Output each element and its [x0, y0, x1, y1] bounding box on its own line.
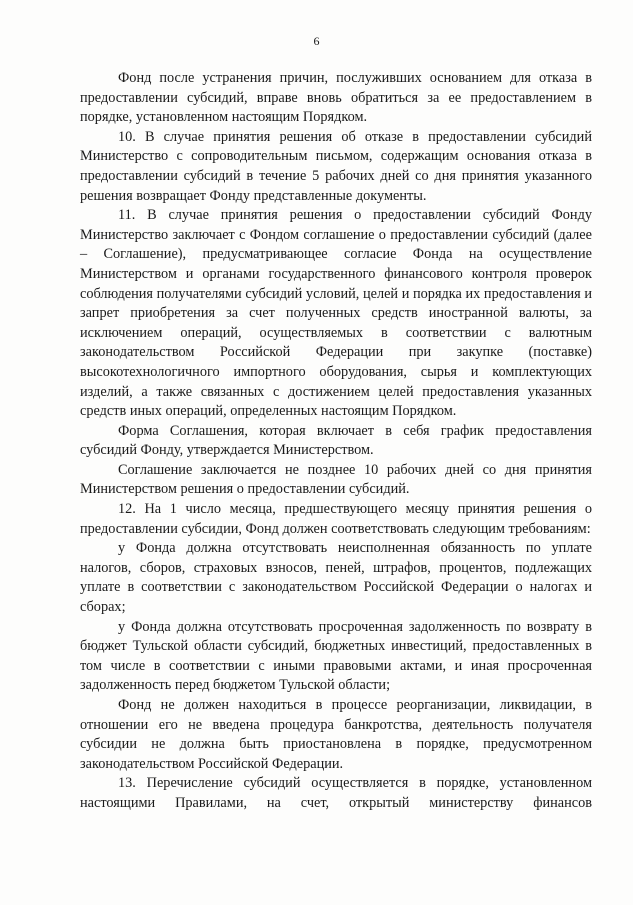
paragraph-requirement-taxes: у Фонда должна отсутствовать неисполненная обязанность по уплате налогов, сборов, страховых взносов, пеней, штрафов, процентов, подлежащих уплате в соответствии с законодательством Российской Федерации о налогах и сборах;	[80, 540, 592, 616]
paragraph-item-12: 12. На 1 число месяца, предшествующего месяцу принятия решения о предоставлении субсидии, Фонд должен соответствовать следующим требованиям:	[80, 501, 592, 537]
paragraph-item-13: 13. Перечисление субсидий осуществляется в порядке, установленном настоящими Правилами, на счет, открытый министерству финансов	[80, 775, 592, 811]
paragraph-reapply: Фонд после устранения причин, послуживших основанием для отказа в предоставлении субсидий, вправе вновь обратиться за ее предоставлением в порядке, установленном настоящим Порядком.	[80, 70, 592, 126]
paragraph-item-10: 10. В случае принятия решения об отказе в предоставлении субсидий Министерство с сопроводительным письмом, содержащим основания отказа в предоставлении субсидий в течение 5 рабочих дней со дня принятия указанного решения возвращает Фонду представленные документы.	[80, 128, 592, 204]
page-number: 6	[313, 34, 320, 48]
document-body	[80, 69, 592, 814]
paragraph-agreement-form: Форма Соглашения, которая включает в себя график предоставления субсидий Фонду, утверждается Министерством.	[80, 422, 592, 459]
paragraph-item-11: 11. В случае принятия решения о предоставлении субсидий Фонду Министерство заключает с Фондом соглашение о предоставлении субсидий (далее – Соглашение), предусматривающее согласие Фонда на осуществление Министерством и органами государственного финансового контроля проверок соблюдения получателями субсидий условий, целей и порядка их предоставления и запрет приобретения за счет полученных средств иностранной валюты, за исключением операций, осуществляемых в соответствии с валютным законодательством Российской Федерации при закупке (поставке) высокотехнологичного импортного оборудования, сырья и комплектующих изделий, а также связанных с достижением целей предоставления указанных средств иных операций, определенных настоящим Порядком.	[80, 207, 592, 420]
paragraph-requirement-reorganization: Фонд не должен находиться в процессе реорганизации, ликвидации, в отношении его не введена процедура банкротства, деятельность получателя субсидии не должна быть приостановлена в порядке, предусмотренном законодательством Российской Федерации.	[80, 697, 592, 772]
paragraph-agreement-term: Соглашение заключается не позднее 10 рабочих дней со дня принятия Министерством решения о предоставлении субсидий.	[80, 461, 592, 498]
paragraph-requirement-debt: у Фонда должна отсутствовать просроченная задолженность по возврату в бюджет Тульской области субсидий, бюджетных инвестиций, предоставленных в том числе в соответствии с иными правовыми актами, и иная просроченная задолженность перед бюджетом Тульской области;	[80, 618, 592, 694]
